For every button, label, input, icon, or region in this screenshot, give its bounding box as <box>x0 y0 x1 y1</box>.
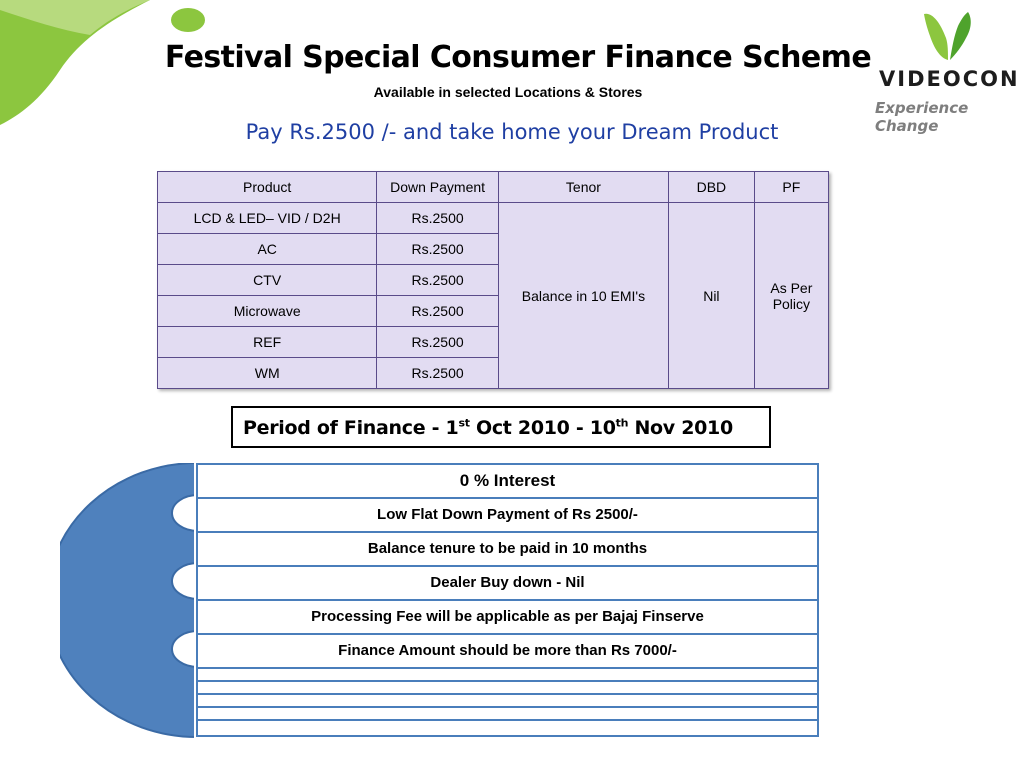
period-suffix: Nov 2010 <box>628 417 733 439</box>
period-middle: Oct 2010 - 10 <box>469 417 616 439</box>
table-header-product: Product <box>158 172 377 203</box>
table-cell-product: WM <box>158 358 377 389</box>
period-prefix: Period of Finance - 1 <box>243 417 459 439</box>
list-item: Processing Fee will be applicable as per Bajaj Finserve <box>198 601 817 635</box>
tagline: Pay Rs.2500 /- and take home your Dream Product <box>245 120 779 144</box>
table-cell-down-payment: Rs.2500 <box>377 203 498 234</box>
table-header-tenor: Tenor <box>498 172 668 203</box>
table-cell-product: REF <box>158 327 377 358</box>
table-cell-product: Microwave <box>158 296 377 327</box>
table-cell-down-payment: Rs.2500 <box>377 296 498 327</box>
table-cell-down-payment: Rs.2500 <box>377 234 498 265</box>
logo-brand-text: VIDEOCON <box>879 67 1020 91</box>
table-cell-tenor: Balance in 10 EMI's <box>498 203 668 389</box>
empty-row <box>198 669 817 682</box>
empty-row <box>198 695 817 708</box>
blue-circle-decoration <box>60 463 200 738</box>
table-cell-down-payment: Rs.2500 <box>377 358 498 389</box>
list-item: Dealer Buy down - Nil <box>198 567 817 601</box>
table-header-down-payment: Down Payment <box>377 172 498 203</box>
table-cell-product: CTV <box>158 265 377 296</box>
period-of-finance <box>231 406 771 448</box>
table-cell-down-payment: Rs.2500 <box>377 327 498 358</box>
page-title: Festival Special Consumer Finance Scheme <box>164 40 872 75</box>
table-cell-dbd: Nil <box>669 203 755 389</box>
table-cell-pf: As Per Policy <box>754 203 828 389</box>
period-sup-th: th <box>615 416 629 430</box>
period-sup-st: st <box>458 416 470 430</box>
table-header-pf: PF <box>754 172 828 203</box>
empty-row <box>198 708 817 721</box>
list-item: Low Flat Down Payment of Rs 2500/- <box>198 499 817 533</box>
feature-list <box>196 463 819 737</box>
logo-slogan: Experience Change <box>875 99 969 135</box>
table-cell-down-payment: Rs.2500 <box>377 265 498 296</box>
table-cell-product: AC <box>158 234 377 265</box>
table-header-dbd: DBD <box>669 172 755 203</box>
empty-row <box>198 682 817 695</box>
list-item: 0 % Interest <box>198 465 817 499</box>
list-item: Balance tenure to be paid in 10 months <box>198 533 817 567</box>
table-cell-product: LCD & LED– VID / D2H <box>158 203 377 234</box>
list-item: Finance Amount should be more than Rs 7000/- <box>198 635 817 669</box>
page-subtitle: Available in selected Locations & Stores <box>373 84 643 100</box>
finance-table <box>157 171 829 389</box>
